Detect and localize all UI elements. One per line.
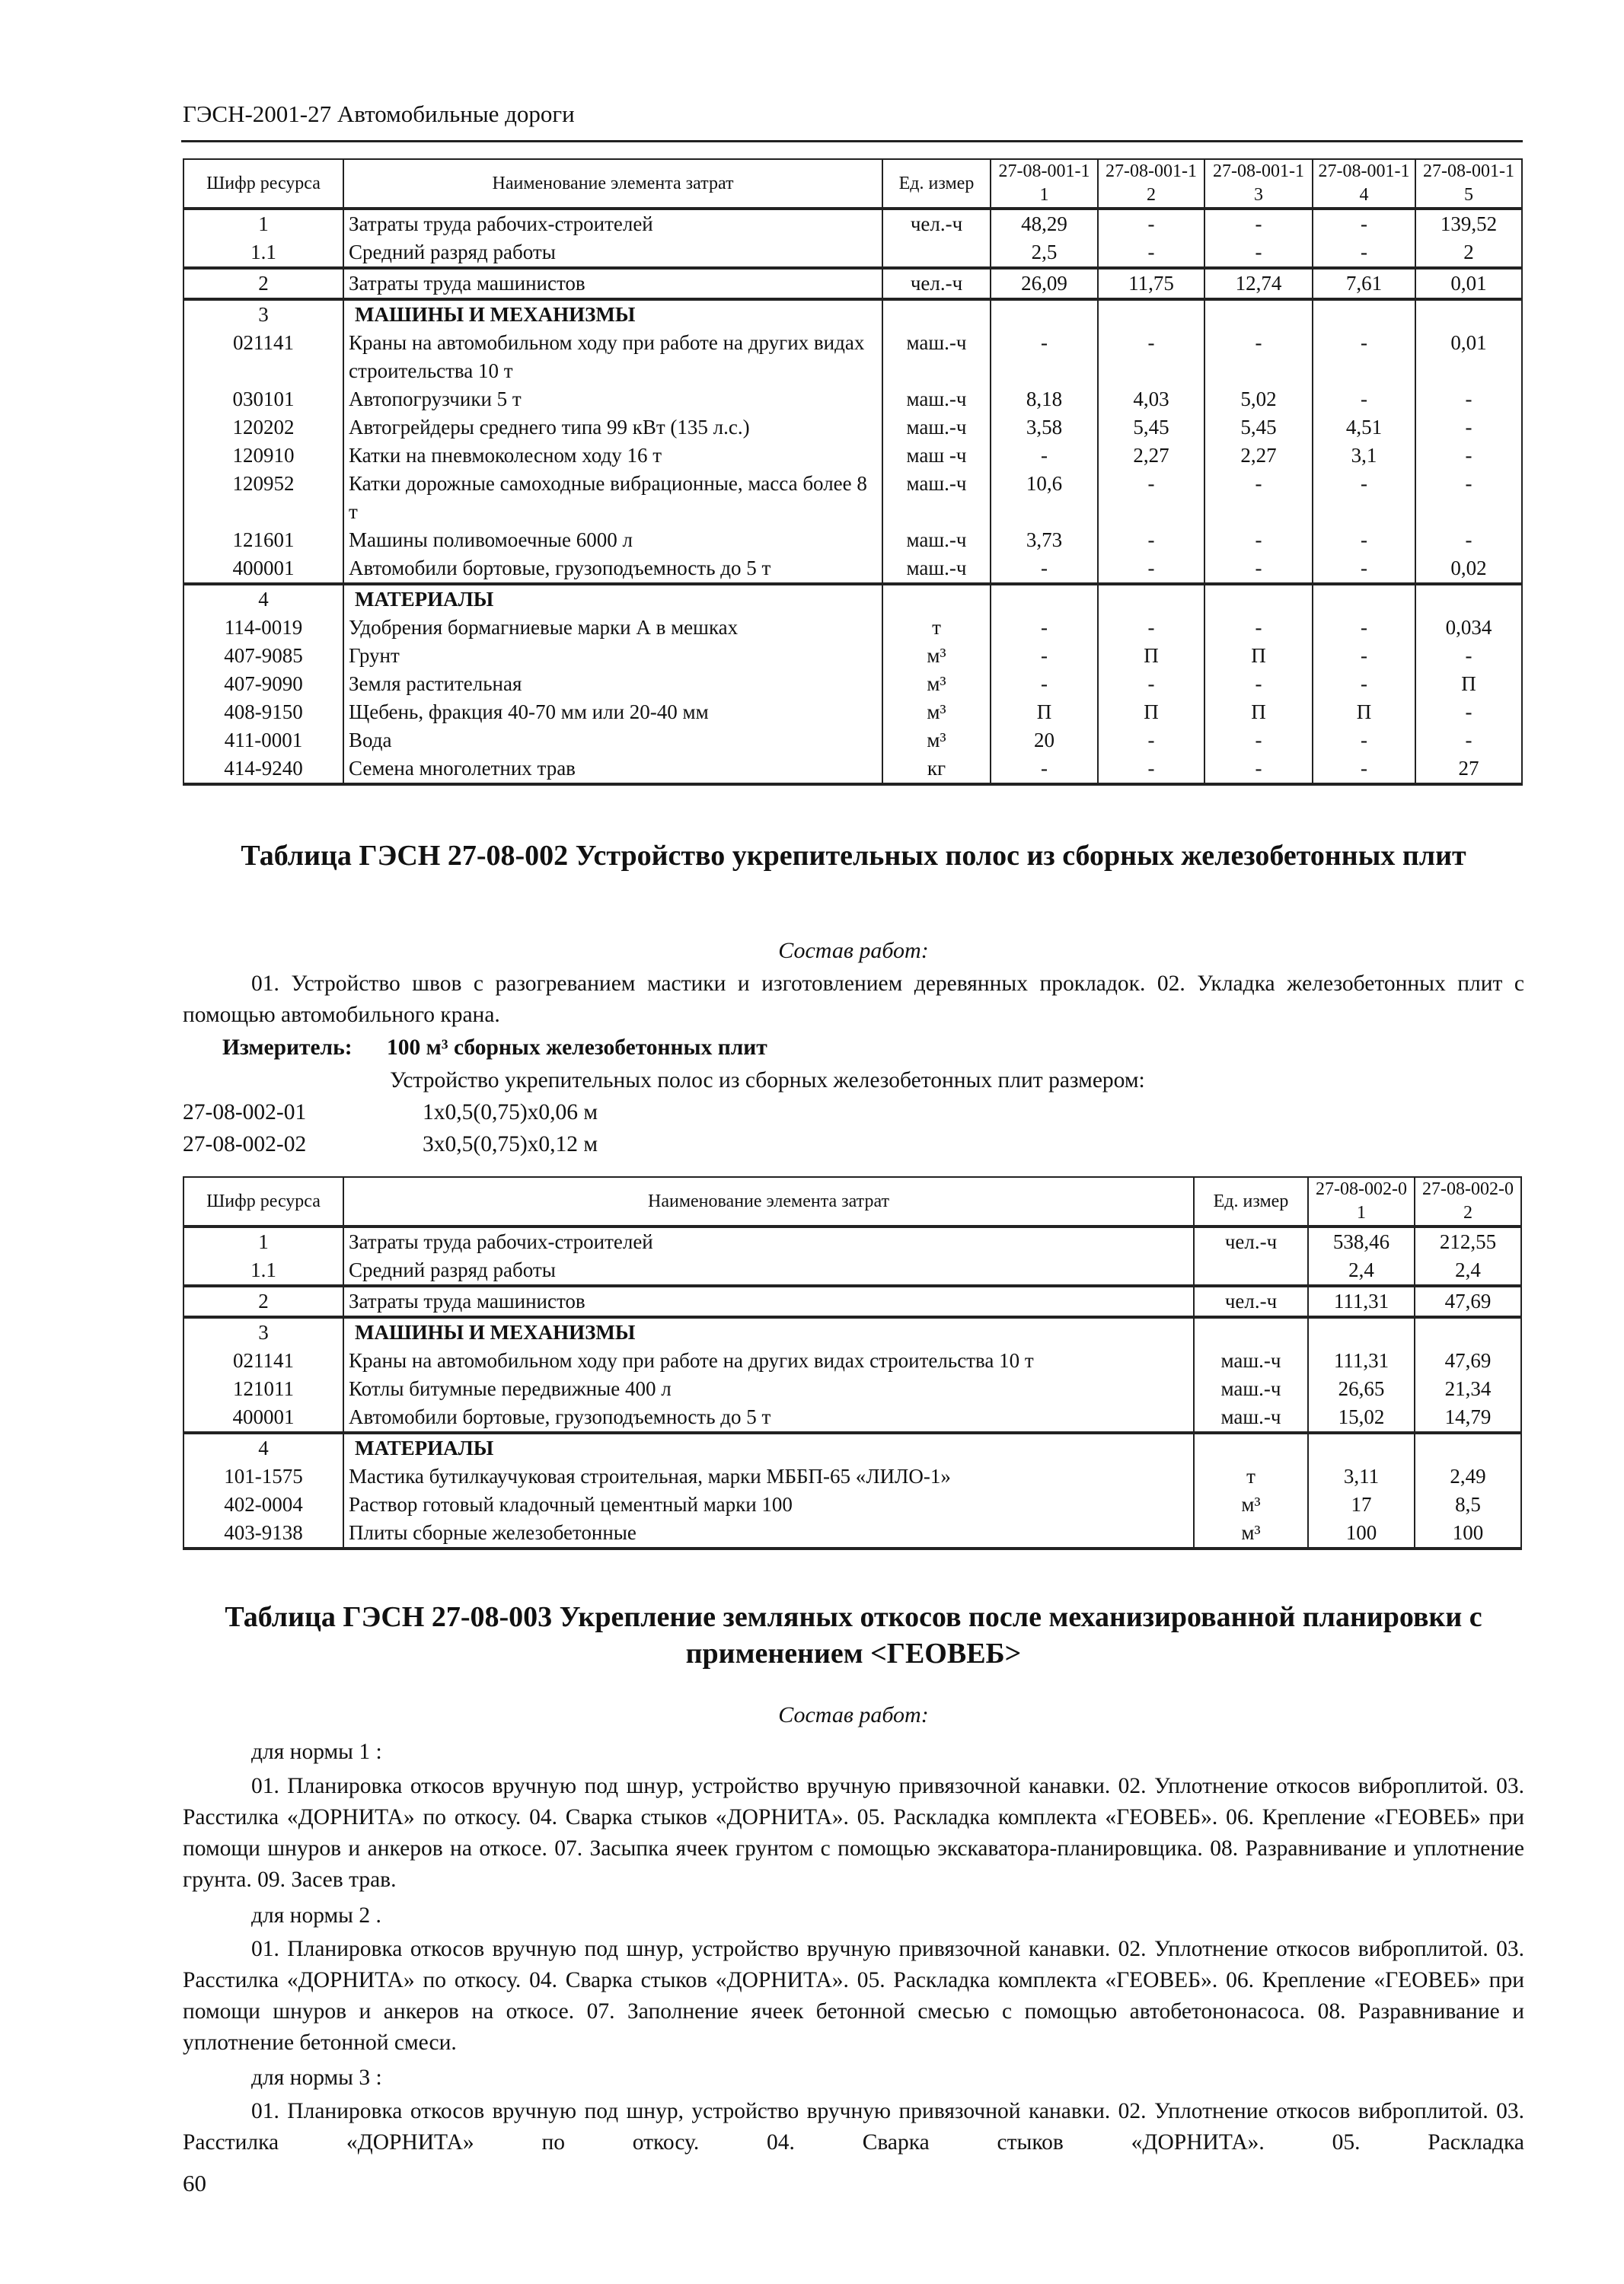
norm-value: -	[1098, 726, 1204, 754]
cost-element: Автопогрузчики 5 т	[343, 385, 882, 413]
norm-value	[991, 299, 1098, 329]
norm-value: 2,4	[1415, 1256, 1521, 1286]
norm-value: 111,31	[1308, 1286, 1415, 1317]
resource-code: 402-0004	[183, 1491, 343, 1519]
norm-value	[1308, 1317, 1415, 1347]
norm3-label: для нормы 3 :	[251, 2065, 382, 2090]
meter-value: 100 м³ сборных железобетонных плит	[387, 1035, 767, 1060]
norm-value: 17	[1308, 1491, 1415, 1519]
norm-value: 0,01	[1415, 329, 1522, 385]
column-header: Шифр ресурса	[183, 159, 343, 209]
norm-value: 0,01	[1415, 268, 1522, 299]
resource-code: 120202	[183, 413, 343, 442]
norm-value: -	[1313, 526, 1415, 554]
table-row	[183, 1491, 1521, 1519]
unit: маш.-ч	[882, 413, 991, 442]
unit	[882, 299, 991, 329]
resource-code: 021141	[183, 329, 343, 385]
resource-code: 120910	[183, 442, 343, 470]
norm-value: 11,75	[1098, 268, 1204, 299]
norm-value: 3,58	[991, 413, 1098, 442]
norm-value: 27	[1415, 754, 1522, 784]
norm-value: -	[1098, 554, 1204, 584]
resource-code: 408-9150	[183, 698, 343, 726]
variants-subtitle: Устройство укрепительных полос из сборных железобетонных плит размером:	[390, 1068, 1145, 1093]
resource-code: 1	[183, 1227, 343, 1256]
norm-value: 48,29	[991, 209, 1098, 238]
variant-code: 27-08-002-01	[183, 1100, 307, 1124]
cost-element: Вода	[343, 726, 882, 754]
table-row	[183, 754, 1522, 784]
unit	[882, 238, 991, 268]
norm-value: 20	[991, 726, 1098, 754]
norm-value	[1098, 299, 1204, 329]
unit: маш.-ч	[882, 385, 991, 413]
norm3-text: 01. Планировка откосов вручную под шнур, устройство вручную привязочной канавки. 02. Уплотнение откосов виброплитой. 03. Расстилка «ДОРНИТА» по откосу. 04. Сварка стыков «ДОРНИТА». 05. Раскладка	[183, 2099, 1524, 2155]
variant-size: 3х0,5(0,75)х0,12 м	[423, 1132, 598, 1156]
column-header: 27-08-001-12	[1098, 159, 1204, 209]
norm-value: -	[1204, 526, 1313, 554]
table-row	[183, 642, 1522, 670]
norm-value: 2,27	[1204, 442, 1313, 470]
resource-code: 101-1575	[183, 1463, 343, 1491]
unit: м³	[882, 642, 991, 670]
cost-element: МАШИНЫ И МЕХАНИЗМЫ	[343, 1317, 1194, 1347]
unit: чел.-ч	[882, 268, 991, 299]
variant-code: 27-08-002-02	[183, 1132, 307, 1156]
composition-label: Состав работ:	[778, 938, 929, 963]
norm-value: -	[1415, 526, 1522, 554]
resource-code: 414-9240	[183, 754, 343, 784]
resource-code: 3	[183, 1317, 343, 1347]
cost-element: МАТЕРИАЛЫ	[343, 584, 882, 614]
unit: м³	[1194, 1491, 1308, 1519]
table-row	[183, 1227, 1521, 1256]
norm2-label: для нормы 2 .	[251, 1903, 381, 1928]
norm-value: 7,61	[1313, 268, 1415, 299]
unit: маш.-ч	[882, 554, 991, 584]
norm-value: 47,69	[1415, 1286, 1521, 1317]
norm-value: -	[991, 442, 1098, 470]
norm-value: -	[1415, 726, 1522, 754]
norm-value: 538,46	[1308, 1227, 1415, 1256]
norm-value: П	[1098, 642, 1204, 670]
norm-value: П	[991, 698, 1098, 726]
norm-value: -	[1313, 470, 1415, 526]
norm-value: 2,5	[991, 238, 1098, 268]
norm-value: 2,49	[1415, 1463, 1521, 1491]
norm-value	[1204, 584, 1313, 614]
resource-code: 400001	[183, 554, 343, 584]
table-row	[183, 1256, 1521, 1286]
unit: маш.-ч	[882, 470, 991, 526]
norm-value: -	[1313, 726, 1415, 754]
composition-label: Состав работ:	[778, 1702, 929, 1727]
cost-element: Затраты труда рабочих-строителей	[343, 209, 882, 238]
norm-value: 26,65	[1308, 1375, 1415, 1403]
norm-value: 21,34	[1415, 1375, 1521, 1403]
norm-value: 2,4	[1308, 1256, 1415, 1286]
resource-code: 030101	[183, 385, 343, 413]
cost-element: Котлы битумные передвижные 400 л	[343, 1375, 1194, 1403]
norm-value: 4,03	[1098, 385, 1204, 413]
table-row	[183, 385, 1522, 413]
table-row	[183, 1317, 1521, 1347]
cost-element: Щебень, фракция 40-70 мм или 20-40 мм	[343, 698, 882, 726]
column-header: Ед. измер	[1194, 1177, 1308, 1227]
unit: маш -ч	[882, 442, 991, 470]
resource-code: 1	[183, 209, 343, 238]
norm-value: -	[991, 554, 1098, 584]
unit	[882, 584, 991, 614]
norm-value: П	[1313, 698, 1415, 726]
table-row	[183, 726, 1522, 754]
norm1-text: 01. Планировка откосов вручную под шнур, устройство вручную привязочной канавки. 02. Уплотнение откосов виброплитой. 03. Расстилка «ДОРНИТА» по откосу. 04. Сварка стыков «ДОРНИТА». 05. Раскладка комплекта «ГЕОВЕБ». 06. Крепление «ГЕОВЕБ» при помощи шнуров и анкеров на откосе. 07. Засыпка ячеек грунтом с помощью экскаватора-планировщика. 08. Разравнивание и уплотнение грунта. 09. Засев трав.	[183, 1774, 1524, 1892]
norm2-text: 01. Планировка откосов вручную под шнур, устройство вручную привязочной канавки. 02. Уплотнение откосов виброплитой. 03. Расстилка «ДОРНИТА» по откосу. 04. Сварка стыков «ДОРНИТА». 05. Раскладка комплекта «ГЕОВЕБ». 06. Крепление «ГЕОВЕБ» при помощи шнуров и анкеров на откосе. 07. Заполнение ячеек бетонной смесью с помощью автобетононасоса. 08. Разравнивание и уплотнение бетонной смеси.	[183, 1937, 1524, 2055]
norm-value: 5,45	[1204, 413, 1313, 442]
table-row	[183, 670, 1522, 698]
norm-value: 14,79	[1415, 1403, 1521, 1433]
table-row	[183, 1347, 1521, 1375]
table-row	[183, 1375, 1521, 1403]
unit: чел.-ч	[882, 209, 991, 238]
resource-table-27-08-001	[183, 158, 1523, 786]
norm-value: -	[991, 642, 1098, 670]
variant-size: 1х0,5(0,75)х0,06 м	[423, 1100, 598, 1124]
cost-element: Автомобили бортовые, грузоподъемность до 5 т	[343, 1403, 1194, 1433]
unit: маш.-ч	[1194, 1403, 1308, 1433]
unit: маш.-ч	[1194, 1375, 1308, 1403]
norm-value: -	[1313, 614, 1415, 642]
table-row	[183, 413, 1522, 442]
norm-value: -	[1415, 698, 1522, 726]
unit: т	[882, 614, 991, 642]
column-header: 27-08-002-01	[1308, 1177, 1415, 1227]
norm-value: 100	[1308, 1519, 1415, 1549]
cost-element: Автогрейдеры среднего типа 99 кВт (135 л.с.)	[343, 413, 882, 442]
unit: маш.-ч	[882, 526, 991, 554]
cost-element: Затраты труда рабочих-строителей	[343, 1227, 1194, 1256]
norm-value: -	[1204, 754, 1313, 784]
norm-value: 3,73	[991, 526, 1098, 554]
cost-element: МАШИНЫ И МЕХАНИЗМЫ	[343, 299, 882, 329]
norm-value: -	[1098, 614, 1204, 642]
resource-code: 4	[183, 1433, 343, 1463]
norm-value: 111,31	[1308, 1347, 1415, 1375]
norm-value	[1313, 584, 1415, 614]
norm-value: 8,5	[1415, 1491, 1521, 1519]
cost-element: Мастика бутилкаучуковая строительная, марки МББП-65 «ЛИЛО-1»	[343, 1463, 1194, 1491]
table-row	[183, 554, 1522, 584]
norm-value: -	[1415, 642, 1522, 670]
table-row	[183, 299, 1522, 329]
unit: м³	[882, 670, 991, 698]
unit: м³	[1194, 1519, 1308, 1549]
resource-code: 403-9138	[183, 1519, 343, 1549]
cost-element: Катки на пневмоколесном ходу 16 т	[343, 442, 882, 470]
column-header: 27-08-001-14	[1313, 159, 1415, 209]
cost-element: Катки дорожные самоходные вибрационные, масса более 8 т	[343, 470, 882, 526]
table-row	[183, 1433, 1521, 1463]
cost-element: Средний разряд работы	[343, 238, 882, 268]
table-row	[183, 1463, 1521, 1491]
cost-element: Затраты труда машинистов	[343, 268, 882, 299]
unit	[1194, 1317, 1308, 1347]
norm-value	[1415, 1317, 1521, 1347]
column-header: 27-08-002-02	[1415, 1177, 1521, 1227]
resource-code: 2	[183, 1286, 343, 1317]
table-row	[183, 698, 1522, 726]
unit	[1194, 1256, 1308, 1286]
unit: чел.-ч	[1194, 1286, 1308, 1317]
norm-value: -	[1313, 642, 1415, 670]
table-row	[183, 238, 1522, 268]
resource-code: 021141	[183, 1347, 343, 1375]
table-header-row	[183, 1177, 1521, 1227]
unit: т	[1194, 1463, 1308, 1491]
norm-value: -	[1204, 470, 1313, 526]
norm-value	[1308, 1433, 1415, 1463]
cost-element: Семена многолетних трав	[343, 754, 882, 784]
norm-value: П	[1204, 642, 1313, 670]
header-rule	[181, 140, 1523, 142]
table-row	[183, 209, 1522, 238]
norm-value: 4,51	[1313, 413, 1415, 442]
norm-value: 8,18	[991, 385, 1098, 413]
column-header: Наименование элемента затрат	[343, 159, 882, 209]
column-header: Ед. измер	[882, 159, 991, 209]
unit: маш.-ч	[882, 329, 991, 385]
page-number: 60	[183, 2170, 206, 2196]
table-header-row	[183, 159, 1522, 209]
norm-value: -	[991, 670, 1098, 698]
column-header: Шифр ресурса	[183, 1177, 343, 1227]
resource-code: 407-9085	[183, 642, 343, 670]
cost-element: Затраты труда машинистов	[343, 1286, 1194, 1317]
norm-value: 47,69	[1415, 1347, 1521, 1375]
norm-value: -	[1098, 670, 1204, 698]
norm-value: 0,02	[1415, 554, 1522, 584]
cost-element: Машины поливомоечные 6000 л	[343, 526, 882, 554]
norm-value: -	[1204, 209, 1313, 238]
norm-value	[1204, 299, 1313, 329]
table-row	[183, 526, 1522, 554]
norm-value: 2,27	[1098, 442, 1204, 470]
norm-value: -	[1415, 385, 1522, 413]
norm1-label: для нормы 1 :	[251, 1740, 382, 1764]
table-row	[183, 1519, 1521, 1549]
norm-value: 26,09	[991, 268, 1098, 299]
cost-element: Раствор готовый кладочный цементный марки 100	[343, 1491, 1194, 1519]
norm-value: -	[1313, 209, 1415, 238]
norm-value: -	[1204, 614, 1313, 642]
resource-code: 120952	[183, 470, 343, 526]
norm-value: -	[1098, 209, 1204, 238]
resource-code: 121011	[183, 1375, 343, 1403]
norm-value: -	[1313, 554, 1415, 584]
norm-value	[1098, 584, 1204, 614]
norm-value	[1415, 584, 1522, 614]
norm-value: -	[1313, 754, 1415, 784]
norm-value: -	[1313, 670, 1415, 698]
norm-value: -	[1098, 329, 1204, 385]
norm-value: -	[1415, 470, 1522, 526]
table-row	[183, 1403, 1521, 1433]
norm-value: -	[1313, 238, 1415, 268]
resource-code: 114-0019	[183, 614, 343, 642]
table-row	[183, 614, 1522, 642]
column-header: 27-08-001-11	[991, 159, 1098, 209]
composition-text: 01. Устройство швов с разогреванием мастики и изготовлением деревянных прокладок. 02. Укладка железобетонных плит с помощью автомобильного крана.	[183, 971, 1524, 1027]
norm-value: 15,02	[1308, 1403, 1415, 1433]
unit: маш.-ч	[1194, 1347, 1308, 1375]
table-row	[183, 268, 1522, 299]
norm-value: П	[1204, 698, 1313, 726]
norm-value: -	[1098, 238, 1204, 268]
cost-element: Удобрения бормагниевые марки А в мешках	[343, 614, 882, 642]
resource-code: 1.1	[183, 238, 343, 268]
norm-value: 139,52	[1415, 209, 1522, 238]
resource-code: 3	[183, 299, 343, 329]
column-header: Наименование элемента затрат	[343, 1177, 1194, 1227]
norm-value: -	[1204, 554, 1313, 584]
column-header: 27-08-001-13	[1204, 159, 1313, 209]
norm-value: -	[1415, 413, 1522, 442]
norm-value: П	[1098, 698, 1204, 726]
norm-value: -	[1204, 329, 1313, 385]
unit: чел.-ч	[1194, 1227, 1308, 1256]
norm-value	[1313, 299, 1415, 329]
norm-value: 100	[1415, 1519, 1521, 1549]
norm-value: -	[991, 614, 1098, 642]
norm-value: -	[1204, 670, 1313, 698]
cost-element: Краны на автомобильном ходу при работе на других видах строительства 10 т	[343, 1347, 1194, 1375]
norm-value: 12,74	[1204, 268, 1313, 299]
table-row	[183, 442, 1522, 470]
resource-code: 411-0001	[183, 726, 343, 754]
norm-value: -	[991, 754, 1098, 784]
resource-code: 407-9090	[183, 670, 343, 698]
norm-value: 3,1	[1313, 442, 1415, 470]
norm-value: -	[1415, 442, 1522, 470]
running-header: ГЭСН-2001-27 Автомобильные дороги	[183, 100, 575, 127]
resource-table-27-08-002	[183, 1176, 1522, 1550]
section-title-27-08-003: Таблица ГЭСН 27-08-003 Укрепление земляных откосов после механизированной планировки с применением <ГЕОВЕБ>	[225, 1601, 1482, 1670]
norm-value: -	[1098, 754, 1204, 784]
table-row	[183, 470, 1522, 526]
resource-code: 1.1	[183, 1256, 343, 1286]
unit: м³	[882, 726, 991, 754]
unit: кг	[882, 754, 991, 784]
resource-code: 121601	[183, 526, 343, 554]
table-row	[183, 329, 1522, 385]
norm-value: 5,02	[1204, 385, 1313, 413]
norm-value	[991, 584, 1098, 614]
unit: м³	[882, 698, 991, 726]
table-row	[183, 1286, 1521, 1317]
norm-value: 3,11	[1308, 1463, 1415, 1491]
norm-value: -	[1098, 470, 1204, 526]
norm-value: -	[1313, 385, 1415, 413]
norm-value: 2	[1415, 238, 1522, 268]
meter-label: Измеритель:	[222, 1035, 353, 1060]
cost-element: Автомобили бортовые, грузоподъемность до 5 т	[343, 554, 882, 584]
norm-value: 10,6	[991, 470, 1098, 526]
norm-value: -	[1204, 726, 1313, 754]
resource-code: 2	[183, 268, 343, 299]
norm-value: -	[1098, 526, 1204, 554]
cost-element: Грунт	[343, 642, 882, 670]
cost-element: Плиты сборные железобетонные	[343, 1519, 1194, 1549]
norm-value: 5,45	[1098, 413, 1204, 442]
cost-element: МАТЕРИАЛЫ	[343, 1433, 1194, 1463]
cost-element: Земля растительная	[343, 670, 882, 698]
cost-element: Средний разряд работы	[343, 1256, 1194, 1286]
norm-value	[1415, 1433, 1521, 1463]
resource-code: 4	[183, 584, 343, 614]
norm-value: 212,55	[1415, 1227, 1521, 1256]
column-header: 27-08-001-15	[1415, 159, 1522, 209]
norm-value: -	[1204, 238, 1313, 268]
cost-element: Краны на автомобильном ходу при работе на других видах строительства 10 т	[343, 329, 882, 385]
norm-value: -	[991, 329, 1098, 385]
norm-value: -	[1313, 329, 1415, 385]
section-title-27-08-002: Таблица ГЭСН 27-08-002 Устройство укрепительных полос из сборных железобетонных плит	[241, 840, 1466, 872]
table-row	[183, 584, 1522, 614]
norm-value	[1415, 299, 1522, 329]
norm-value: 0,034	[1415, 614, 1522, 642]
norm-value: П	[1415, 670, 1522, 698]
resource-code: 400001	[183, 1403, 343, 1433]
unit	[1194, 1433, 1308, 1463]
